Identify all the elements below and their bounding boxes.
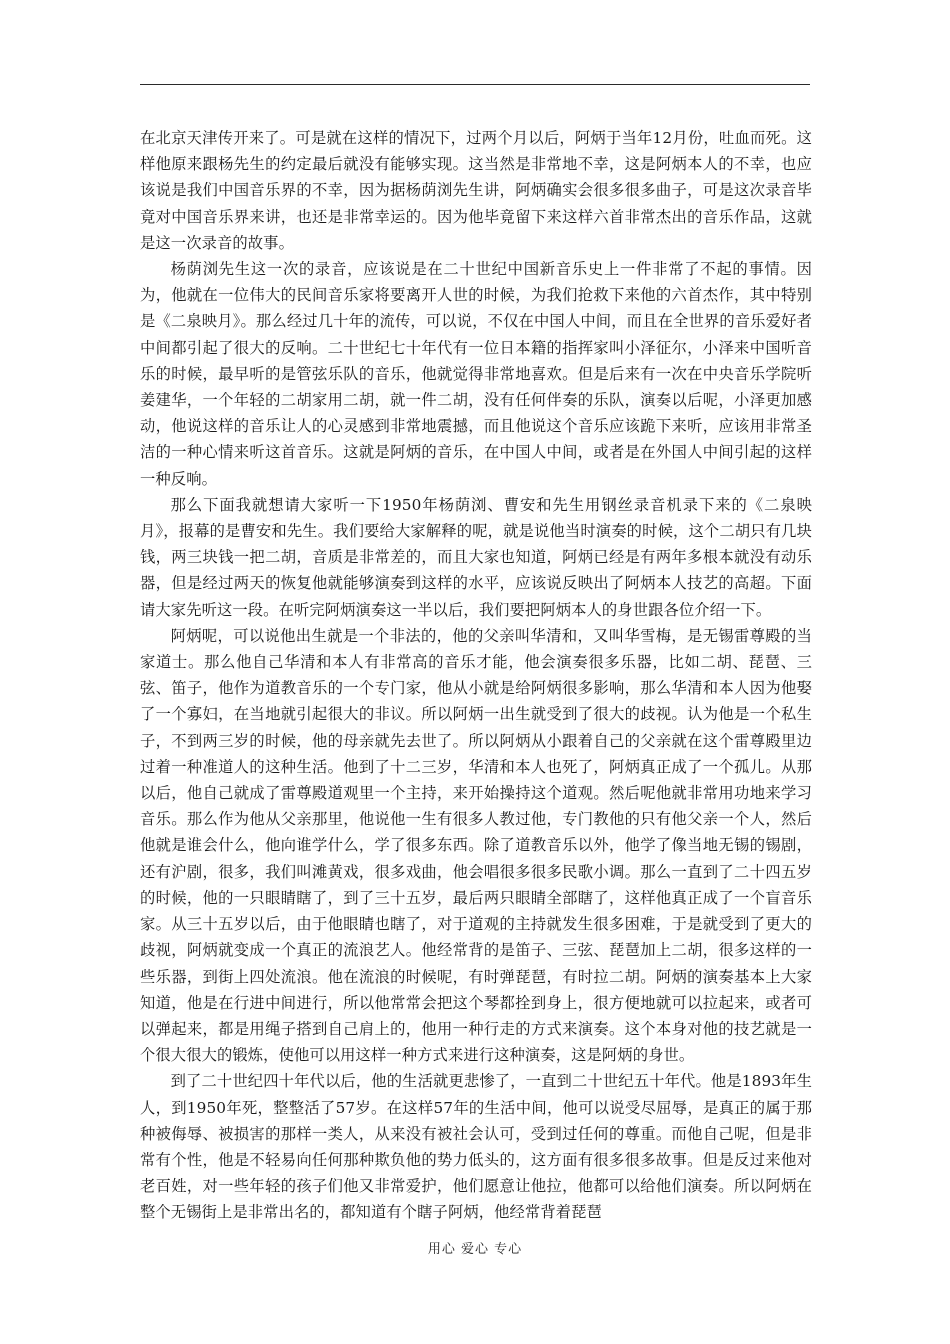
header-rule	[140, 84, 810, 85]
document-body	[140, 125, 812, 1226]
page-footer: 用心 爱心 专心	[427, 1242, 523, 1257]
paragraph-5: 到了二十世纪四十年代以后，他的生活就更悲惨了，一直到二十世纪五十年代。他是1893年生人，到1950年死，整整活了57岁。在这样57年的生活中间，他可以说受尽屈辱，是真正的属于那种被侮辱、被损害的那样一类人，从来没有被社会认可，受到过任何的尊重。而他自己呢，但是非常有个性，他是不轻易向任何那种欺负他的势力低头的，这方面有很多很多故事。但是反过来他对老百姓，对一些年轻的孩子们他又非常爱护，他们愿意让他拉，他都可以给他们演奏。所以阿炳在整个无锡街上是非常出名的，都知道有个瞎子阿炳，他经常背着琵琶	[140, 1072, 812, 1222]
paragraph-3: 那么下面我就想请大家听一下1950年杨荫浏、曹安和先生用钢丝录音机录下来的《二泉映月》，报幕的是曹安和先生。我们要给大家解释的呢，就是说他当时演奏的时候，这个二胡只有几块钱，两三块钱一把二胡，音质是非常差的，而且大家也知道，阿炳已经是有两年多根本就没有动乐器，但是经过两天的恢复他就能够演奏到这样的水平，应该说反映出了阿炳本人技艺的高超。下面请大家先听这一段。在听完阿炳演奏这一半以后，我们要把阿炳本人的身世跟各位介绍一下。	[140, 495, 812, 619]
paragraph-4: 阿炳呢，可以说他出生就是一个非法的，他的父亲叫华清和，又叫华雪梅，是无锡雷尊殿的当家道士。那么他自己华清和本人有非常高的音乐才能，他会演奏很多乐器，比如二胡、琵琶、三弦、笛子，他作为道教音乐的一个专门家，他从小就是给阿炳很多影响，那么华清和本人因为他娶了一个寡妇，在当地就引起很大的非议。所以阿炳一出生就受到了很大的歧视。认为他是一个私生子，不到两三岁的时候，他的母亲就先去世了。所以阿炳从小跟着自己的父亲就在这个雷尊殿里边过着一种准道人的这种生活。他到了十二三岁，华清和本人也死了，阿炳真正成了一个孤儿。从那以后，他自己就成了雷尊殿道观里一个主持，来开始操持这个道观。然后呢他就非常用功地来学习音乐。那么作为他从父亲那里，他说他一生有很多人教过他，专门教他的只有他父亲一个人，然后他就是谁会什么，他向谁学什么，学了很多东西。除了道教音乐以外，他学了像当地无锡的锡剧，还有沪剧，很多，我们叫滩黄戏，很多戏曲，他会唱很多很多民歌小调。那么一直到了二十四五岁的时候，他的一只眼睛瞎了，到了三十五岁，最后两只眼睛全部瞎了，这样他真正成了一个盲音乐家。从三十五岁以后，由于他眼睛也瞎了，对于道观的主持就发生很多困难，于是就受到了更大的歧视，阿炳就变成一个真正的流浪艺人。他经常背的是笛子、三弦、琵琶加上二胡，很多这样的一些乐器，到街上四处流浪。他在流浪的时候呢，有时弹琵琶，有时拉二胡。阿炳的演奏基本上大家知道，他是在行进中间进行，所以他常常会把这个琴都拴到身上，很方便地就可以拉起来，或者可以弹起来，都是用绳子搭到自己肩上的，他用一种行走的方式来演奏。这个本身对他的技艺就是一个很大很大的锻炼，使他可以用这样一种方式来进行这种演奏，这是阿炳的身世。	[140, 626, 812, 1065]
paragraph-1: 在北京天津传开来了。可是就在这样的情况下，过两个月以后，阿炳于当年12月份，吐血而死。这样他原来跟杨先生的约定最后就没有能够实现。这当然是非常地不幸，这是阿炳本人的不幸，也应该说是我们中国音乐界的不幸，因为据杨荫浏先生讲，阿炳确实会很多很多曲子，可是这次录音毕竟对中国音乐界来讲，也还是非常幸运的。因为他毕竟留下来这样六首非常杰出的音乐作品，这就是这一次录音的故事。	[140, 129, 812, 252]
paragraph-2: 杨荫浏先生这一次的录音，应该说是在二十世纪中国新音乐史上一件非常了不起的事情。因为，他就在一位伟大的民间音乐家将要离开人世的时候，为我们抢救下来他的六首杰作，其中特别是《二泉映月》。那么经过几十年的流传，可以说，不仅在中国人中间，而且在全世界的音乐爱好者中间都引起了很大的反响。二十世纪七十年代有一位日本籍的指挥家叫小泽征尔，小泽来中国听音乐的时候，最早听的是管弦乐队的音乐，他就觉得非常地喜欢。但是后来有一次在中央音乐学院听姜建华，一个年轻的二胡家用二胡，就一件二胡，没有任何伴奏的乐队，演奏以后呢，小泽更加感动，他说这样的音乐让人的心灵感到非常地震撼，而且他说这个音乐应该跪下来听，应该用非常圣洁的一种心情来听这首音乐。这就是阿炳的音乐，在中国人中间，或者是在外国人中间引起的这样一种反响。	[140, 260, 812, 488]
